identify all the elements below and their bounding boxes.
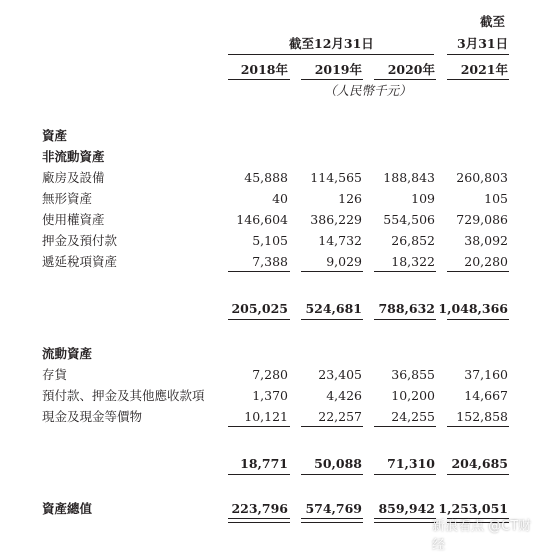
value-2019: 22,257	[318, 409, 362, 424]
subtotal-2021: 204,685	[451, 456, 508, 471]
value-2021: 37,160	[464, 367, 508, 382]
current-rule-2019	[301, 426, 363, 427]
row-label: 無形資產	[42, 191, 93, 206]
subtotal-2019: 524,681	[305, 301, 362, 316]
value-2021: 14,667	[464, 388, 508, 403]
value-2019: 23,405	[318, 367, 362, 382]
value-2020: 10,200	[391, 388, 435, 403]
section-assets-title: 資產	[42, 128, 68, 143]
year-2020: 2020年	[387, 62, 435, 77]
subtotal-2020: 788,632	[378, 301, 435, 316]
value-2021: 105	[484, 191, 508, 206]
value-2020: 18,322	[391, 254, 435, 269]
value-2021: 20,280	[464, 254, 508, 269]
header-year-end-group: 截至12月31日	[289, 36, 374, 51]
current-bottom-rule-2019	[301, 474, 363, 475]
year-2021: 2021年	[460, 62, 508, 77]
value-2020: 554,506	[383, 212, 435, 227]
header-as-at-label: 截至	[480, 14, 506, 29]
watermark: 新浪看点 @CT财经	[432, 519, 532, 553]
current-rule-2021	[447, 426, 509, 427]
total-double-rule-2019	[301, 518, 363, 523]
value-2018: 146,604	[236, 212, 288, 227]
year-rule-2018	[228, 79, 290, 80]
value-2021: 729,086	[456, 212, 508, 227]
row-label: 使用權資產	[42, 212, 105, 227]
header-2021-date: 3月31日	[457, 36, 509, 51]
year-rule-2019	[301, 79, 363, 80]
subtotal-2018: 205,025	[231, 301, 288, 316]
value-2021: 260,803	[456, 170, 508, 185]
value-2020: 24,255	[391, 409, 435, 424]
value-2018: 7,388	[252, 254, 288, 269]
total-double-rule-2018	[228, 518, 290, 523]
value-2019: 126	[338, 191, 362, 206]
year-rule-2021	[447, 79, 509, 80]
year-2019: 2019年	[314, 62, 362, 77]
subtotal-bottom-rule-2020	[374, 319, 436, 320]
subtotal-2018: 18,771	[240, 456, 288, 471]
subtotal-bottom-rule-2018	[228, 319, 290, 320]
total-assets-label: 資產總值	[42, 501, 93, 516]
current-bottom-rule-2020	[374, 474, 436, 475]
year-rule-2020	[374, 79, 436, 80]
value-2019: 9,029	[326, 254, 362, 269]
value-2021: 152,858	[456, 409, 508, 424]
row-label: 現金及現金等價物	[42, 409, 143, 424]
value-2018: 7,280	[252, 367, 288, 382]
subtotal-2021: 1,048,366	[438, 301, 508, 316]
total-double-rule-2020	[374, 518, 436, 523]
value-2020: 36,855	[391, 367, 435, 382]
row-label: 存貨	[42, 367, 68, 382]
subtotal-rule-2020	[374, 271, 436, 272]
row-label: 預付款、押金及其他應收款項	[42, 388, 205, 403]
header-group-rule	[228, 54, 434, 55]
value-2020: 188,843	[383, 170, 435, 185]
row-label: 廠房及設備	[42, 170, 105, 185]
current-bottom-rule-2021	[447, 474, 509, 475]
total-2019: 574,769	[305, 501, 362, 516]
subtotal-bottom-rule-2019	[301, 319, 363, 320]
row-label: 遞延稅項資產	[42, 254, 118, 269]
subtotal-2020: 71,310	[387, 456, 435, 471]
value-2018: 5,105	[252, 233, 288, 248]
value-2020: 109	[411, 191, 435, 206]
value-2018: 40	[272, 191, 288, 206]
subtotal-rule-2018	[228, 271, 290, 272]
row-label: 押金及預付款	[42, 233, 118, 248]
current-rule-2020	[374, 426, 436, 427]
non-current-assets-title: 非流動資產	[42, 149, 105, 164]
value-2019: 386,229	[310, 212, 362, 227]
value-2020: 26,852	[391, 233, 435, 248]
subtotal-bottom-rule-2021	[447, 319, 509, 320]
current-rule-2018	[228, 426, 290, 427]
value-2018: 45,888	[244, 170, 288, 185]
total-2021: 1,253,051	[438, 501, 508, 516]
header-2021-rule	[447, 54, 509, 55]
subtotal-2019: 50,088	[314, 456, 362, 471]
unit-label: （人民幣千元）	[324, 83, 412, 98]
current-assets-title: 流動資產	[42, 346, 93, 361]
subtotal-rule-2021	[447, 271, 509, 272]
value-2019: 14,732	[318, 233, 362, 248]
value-2021: 38,092	[464, 233, 508, 248]
subtotal-rule-2019	[301, 271, 363, 272]
value-2019: 4,426	[326, 388, 362, 403]
value-2018: 10,121	[244, 409, 288, 424]
value-2019: 114,565	[310, 170, 362, 185]
total-2020: 859,942	[378, 501, 435, 516]
year-2018: 2018年	[240, 62, 288, 77]
total-2018: 223,796	[231, 501, 288, 516]
value-2018: 1,370	[252, 388, 288, 403]
current-bottom-rule-2018	[228, 474, 290, 475]
